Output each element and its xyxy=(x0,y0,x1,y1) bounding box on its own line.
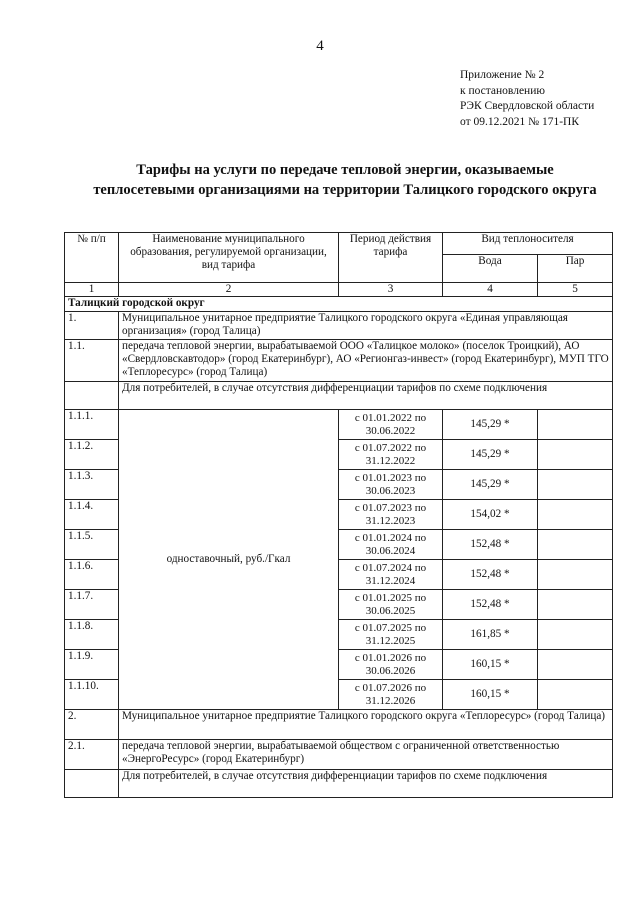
org-row xyxy=(65,312,613,340)
period-cell: с 01.07.2026 по 31.12.2026 xyxy=(339,680,443,710)
period-cell: с 01.07.2025 по 31.12.2025 xyxy=(339,620,443,650)
row-number: 1.1.7. xyxy=(65,590,119,620)
row-number: 1.1.1. xyxy=(65,410,119,440)
title-line-1: Тарифы на услуги по передаче тепловой энергии, оказываемые xyxy=(136,162,554,178)
header-name: Наименование муниципального образования, регулируемой организации, вид тарифа xyxy=(119,233,339,283)
water-value: 161,85 * xyxy=(443,620,538,650)
period-cell: с 01.07.2022 по 31.12.2022 xyxy=(339,440,443,470)
period-cell: с 01.07.2023 по 31.12.2023 xyxy=(339,500,443,530)
district-name: Талицкий городской округ xyxy=(65,297,613,312)
page-number: 4 xyxy=(316,38,324,54)
header-steam: Пар xyxy=(538,255,613,283)
col-number: 1 xyxy=(65,283,119,297)
water-value: 145,29 * xyxy=(443,470,538,500)
org-name: Муниципальное унитарное предприятие Талицкого городского округа «Единая управляющая организация» (город Талица) xyxy=(119,312,613,340)
empty-cell xyxy=(65,770,119,798)
header-period: Период действия тарифа xyxy=(339,233,443,283)
period-cell: с 01.01.2025 по 30.06.2025 xyxy=(339,590,443,620)
empty-cell xyxy=(65,382,119,410)
appendix-line-2: к постановлению xyxy=(460,84,545,97)
header-row-1 xyxy=(65,233,613,255)
col-number: 3 xyxy=(339,283,443,297)
steam-value xyxy=(538,620,613,650)
water-value: 160,15 * xyxy=(443,680,538,710)
row-number: 2.1. xyxy=(65,740,119,770)
water-value: 154,02 * xyxy=(443,500,538,530)
water-value: 152,48 * xyxy=(443,590,538,620)
title-line-2: теплосетевыми организациями на территории Талицкого городского округа xyxy=(93,182,597,198)
appendix-line-4: от 09.12.2021 № 171-ПК xyxy=(460,115,580,128)
steam-value xyxy=(538,440,613,470)
row-number: 1.1.5. xyxy=(65,530,119,560)
steam-value xyxy=(538,650,613,680)
water-value: 145,29 * xyxy=(443,440,538,470)
period-cell: с 01.07.2024 по 31.12.2024 xyxy=(339,560,443,590)
water-value: 160,15 * xyxy=(443,650,538,680)
consumers-note: Для потребителей, в случае отсутствия дифференциации тарифов по схеме подключения xyxy=(119,770,613,798)
appendix-block xyxy=(460,68,594,130)
header-water: Вода xyxy=(443,255,538,283)
col-number: 2 xyxy=(119,283,339,297)
tariff-type: одноставочный, руб./Гкал xyxy=(119,410,339,710)
water-value: 152,48 * xyxy=(443,530,538,560)
header-num: № п/п xyxy=(65,233,119,283)
org-name: Муниципальное унитарное предприятие Талицкого городского округа «Теплоресурс» (город Талица) xyxy=(119,710,613,740)
period-cell: с 01.01.2022 по 30.06.2022 xyxy=(339,410,443,440)
tariffs-table xyxy=(64,232,613,798)
steam-value xyxy=(538,590,613,620)
col-number: 4 xyxy=(443,283,538,297)
row-number: 2. xyxy=(65,710,119,740)
sub-description: передача тепловой энергии, вырабатываемой обществом с ограниченной ответственностью «ЭнергоРесурс» (город Екатеринбург) xyxy=(119,740,613,770)
col-number: 5 xyxy=(538,283,613,297)
consumers-row xyxy=(65,382,613,410)
steam-value xyxy=(538,530,613,560)
district-row xyxy=(65,297,613,312)
org-row xyxy=(65,710,613,740)
row-number: 1.1.4. xyxy=(65,500,119,530)
header-medium: Вид теплоносителя xyxy=(443,233,613,255)
row-number: 1.1.8. xyxy=(65,620,119,650)
row-number: 1.1.10. xyxy=(65,680,119,710)
tariff-row xyxy=(65,410,613,440)
sub-row xyxy=(65,740,613,770)
steam-value xyxy=(538,560,613,590)
document-title xyxy=(60,160,630,200)
row-number: 1.1.6. xyxy=(65,560,119,590)
sub-description: передача тепловой энергии, вырабатываемой ООО «Талицкое молоко» (поселок Троицкий), АО «Свердловскавтодор» (город Екатеринбург), АО «Регионгаз-инвест» (город Екатеринбург), МУП ТГО «Теплоресурс» (город Талица) xyxy=(119,340,613,382)
consumers-row xyxy=(65,770,613,798)
steam-value xyxy=(538,410,613,440)
appendix-line-1: Приложение № 2 xyxy=(460,69,545,81)
period-cell: с 01.01.2024 по 30.06.2024 xyxy=(339,530,443,560)
row-number: 1.1.9. xyxy=(65,650,119,680)
water-value: 145,29 * xyxy=(443,410,538,440)
steam-value xyxy=(538,680,613,710)
consumers-note: Для потребителей, в случае отсутствия дифференциации тарифов по схеме подключения xyxy=(119,382,613,410)
row-number: 1.1.2. xyxy=(65,440,119,470)
period-cell: с 01.01.2023 по 30.06.2023 xyxy=(339,470,443,500)
appendix-line-3: РЭК Свердловской области xyxy=(460,100,595,112)
row-number: 1. xyxy=(65,312,119,340)
steam-value xyxy=(538,500,613,530)
water-value: 152,48 * xyxy=(443,560,538,590)
column-number-row xyxy=(65,283,613,297)
sub-row xyxy=(65,340,613,382)
row-number: 1.1. xyxy=(65,340,119,382)
row-number: 1.1.3. xyxy=(65,470,119,500)
period-cell: с 01.01.2026 по 30.06.2026 xyxy=(339,650,443,680)
steam-value xyxy=(538,470,613,500)
